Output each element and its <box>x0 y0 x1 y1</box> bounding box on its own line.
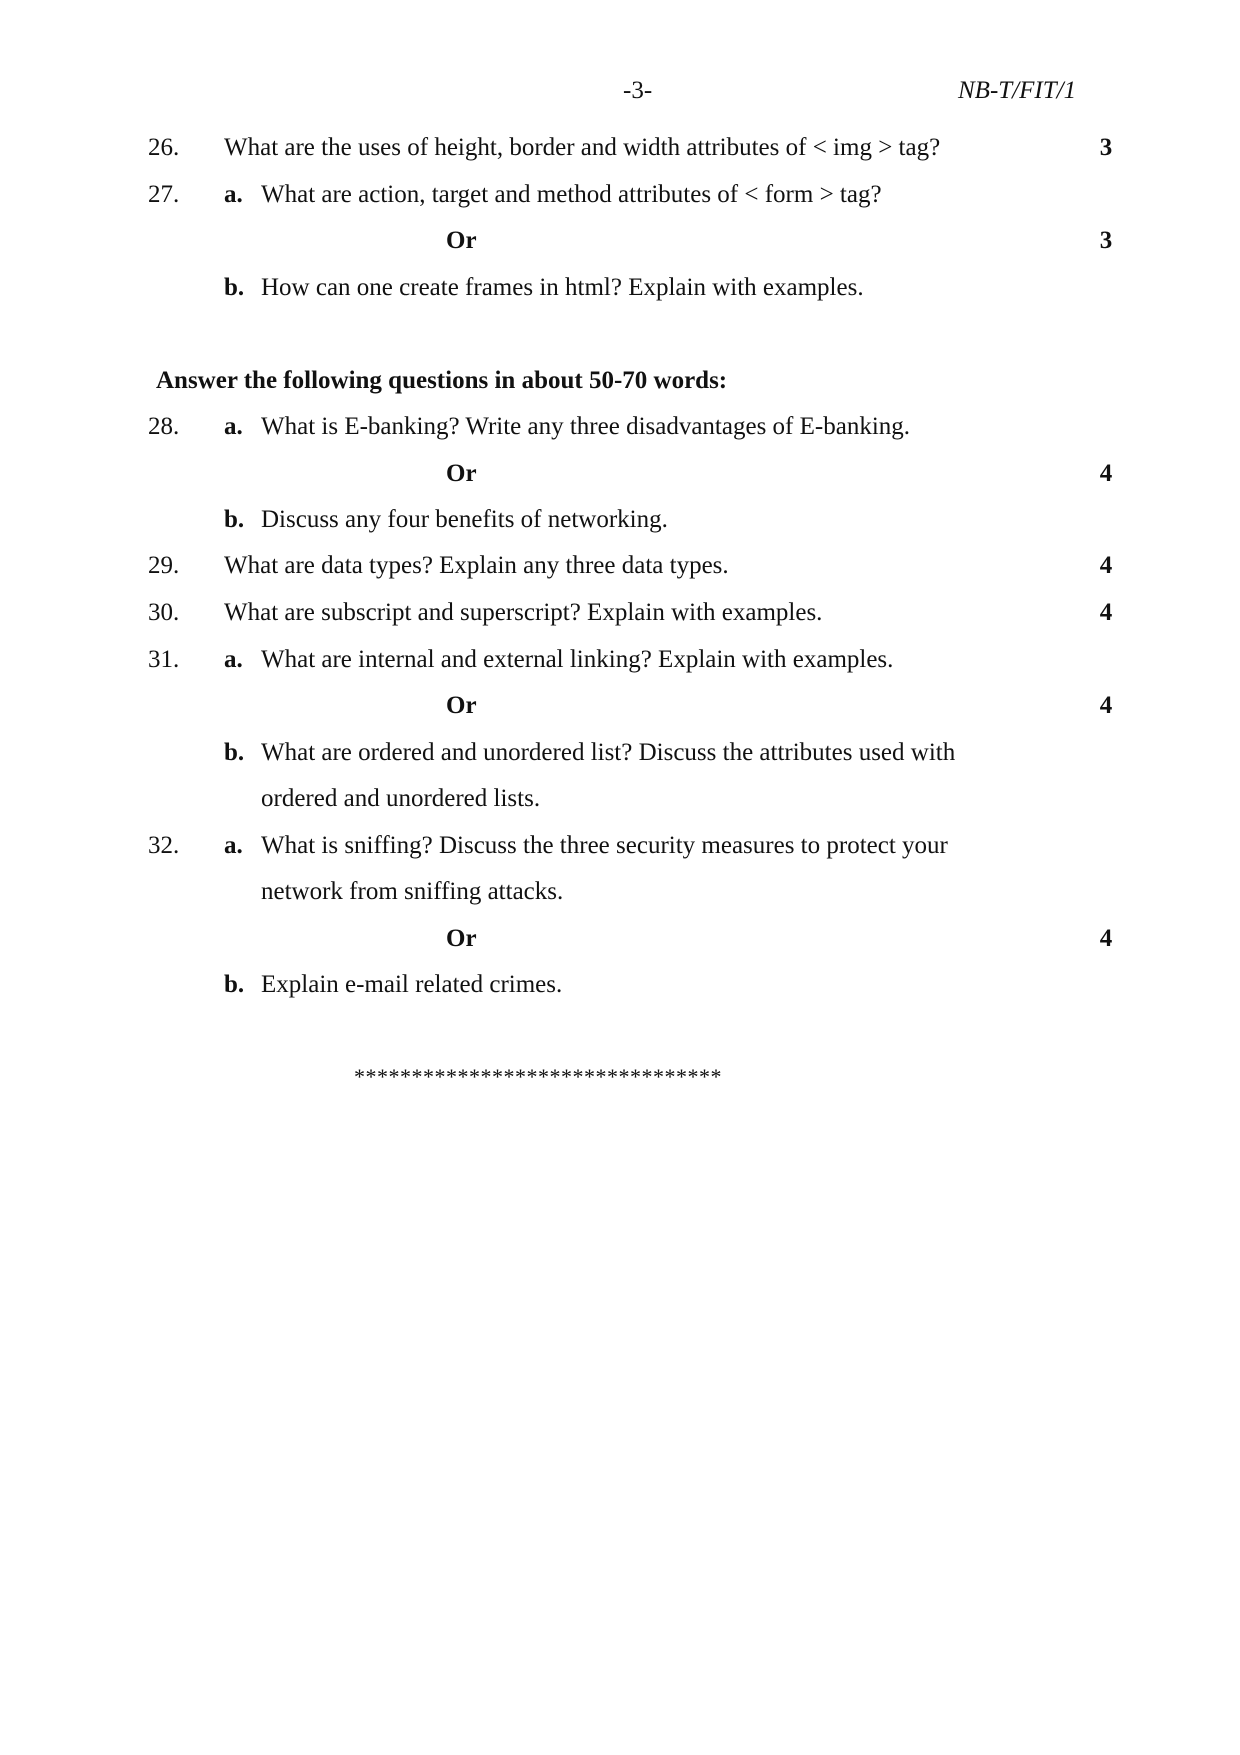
or-separator: Or <box>446 692 477 719</box>
option-b-label: b. <box>224 971 245 998</box>
option-a-label: a. <box>224 181 243 208</box>
question-marks: 3 <box>1099 134 1113 161</box>
question-marks: 3 <box>1099 227 1113 254</box>
question-text: What are the uses of height, border and width attributes of < img > tag? <box>224 134 941 161</box>
question-number: 28. <box>148 413 180 440</box>
option-b-label: b. <box>224 506 245 533</box>
question-number: 27. <box>148 181 180 208</box>
option-a-text: What are action, target and method attributes of < form > tag? <box>261 181 882 208</box>
question-number: 26. <box>148 134 180 161</box>
option-a-text-line1: What is sniffing? Discuss the three security measures to protect your <box>261 832 948 859</box>
or-separator: Or <box>446 925 477 952</box>
question-marks: 4 <box>1099 460 1113 487</box>
question-marks: 4 <box>1099 552 1113 579</box>
option-b-text: How can one create frames in html? Explain with examples. <box>261 274 864 301</box>
option-b-text-line2: ordered and unordered lists. <box>261 785 541 812</box>
paper-code: NB-T/FIT/1 <box>958 77 1077 104</box>
or-separator: Or <box>446 227 477 254</box>
question-marks: 4 <box>1099 599 1113 626</box>
question-text: What are subscript and superscript? Explain with examples. <box>224 599 823 626</box>
question-marks: 4 <box>1099 692 1113 719</box>
question-number: 31. <box>148 646 180 673</box>
option-a-text: What is E-banking? Write any three disadvantages of E-banking. <box>261 413 911 440</box>
option-a-text: What are internal and external linking? Explain with examples. <box>261 646 894 673</box>
option-b-text: Explain e-mail related crimes. <box>261 971 563 998</box>
question-marks: 4 <box>1099 925 1113 952</box>
page-number: -3- <box>623 77 653 104</box>
end-of-paper-marker: ******************************** <box>354 1064 722 1089</box>
section-heading: Answer the following questions in about 50-70 words: <box>156 367 728 394</box>
question-number: 29. <box>148 552 180 579</box>
question-number: 30. <box>148 599 180 626</box>
option-a-label: a. <box>224 413 243 440</box>
option-b-text-line1: What are ordered and unordered list? Discuss the attributes used with <box>261 739 956 766</box>
option-b-text: Discuss any four benefits of networking. <box>261 506 668 533</box>
option-a-label: a. <box>224 646 243 673</box>
question-number: 32. <box>148 832 180 859</box>
option-b-label: b. <box>224 274 245 301</box>
or-separator: Or <box>446 460 477 487</box>
option-b-label: b. <box>224 739 245 766</box>
option-a-text-line2: network from sniffing attacks. <box>261 878 564 905</box>
question-text: What are data types? Explain any three data types. <box>224 552 729 579</box>
option-a-label: a. <box>224 832 243 859</box>
